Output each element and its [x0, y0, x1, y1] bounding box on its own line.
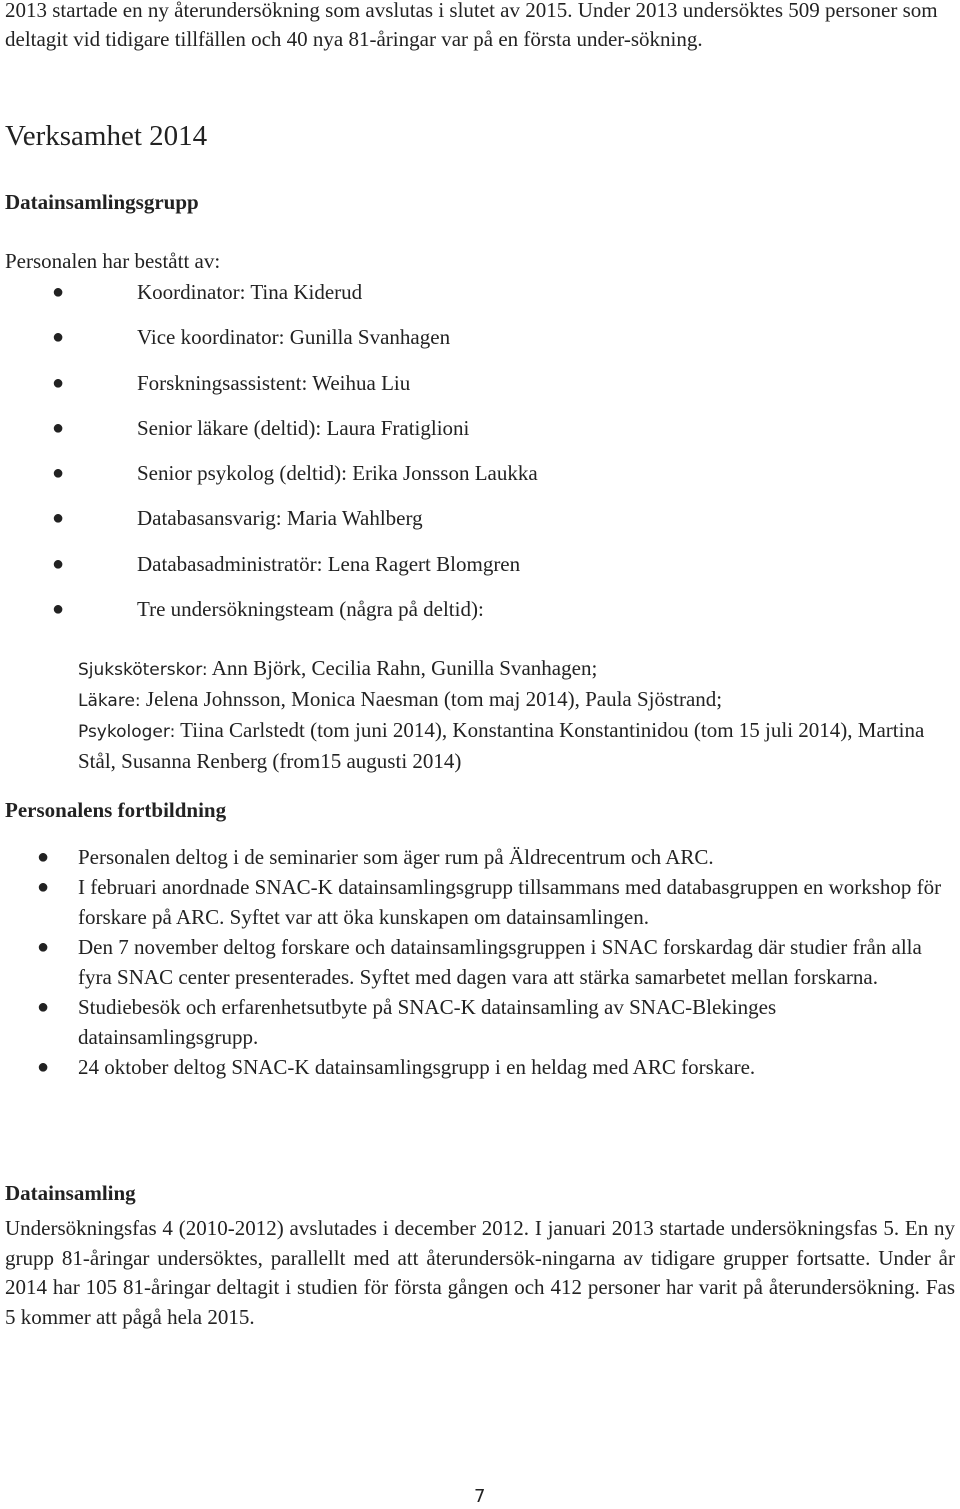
staff-item-text: Tre undersökningsteam (några på deltid): — [137, 597, 484, 622]
training-item — [0, 932, 953, 992]
training-item — [0, 992, 953, 1052]
staff-item-text: Senior psykolog (deltid): Erika Jonsson Laukka — [137, 461, 538, 486]
bullet-icon: ● — [52, 598, 65, 621]
bullet-icon: ● — [52, 416, 65, 439]
training-item — [0, 842, 953, 872]
training-item-text: Personalen deltog i de seminarier som äger rum på Äldrecentrum och ARC. — [78, 845, 714, 869]
staff-item-text: Databasadministratör: Lena Ragert Blomgren — [137, 551, 521, 576]
training-list — [0, 842, 960, 1082]
staff-item-text: Databasansvarig: Maria Wahlberg — [137, 506, 423, 531]
training-item-text: Studiebesök och erfarenhetsutbyte på SNAC-K datainsamling av SNAC-Blekinges datainsamlingsgrupp. — [78, 995, 777, 1049]
training-heading: Personalens fortbildning — [5, 798, 227, 822]
staff-item-text: Vice koordinator: Gunilla Svanhagen — [137, 325, 451, 350]
staff-item-text: Senior läkare (deltid): Laura Fratiglioni — [137, 415, 470, 440]
collection-heading: Datainsamling — [5, 1181, 136, 1205]
nurses-names: Ann Björk, Cecilia Rahn, Gunilla Svanhagen; — [207, 656, 598, 680]
training-item — [0, 872, 953, 932]
training-item — [0, 1052, 953, 1082]
bullet-icon: ● — [37, 846, 50, 868]
staff-item-text: Koordinator: Tina Kiderud — [137, 280, 363, 304]
bullet-icon: ● — [52, 507, 65, 530]
intro-paragraph: 2013 startade en ny återundersökning som avslutas i slutet av 2015. Under 2013 undersöktes 509 personer som deltagit vid tidigare tillfällen och 40 nya 81-åringar var på en första under-sökning. — [5, 0, 938, 51]
doctors-label: Läkare: — [78, 691, 141, 711]
group-heading: Datainsamlingsgrupp — [5, 190, 199, 214]
bullet-icon: ● — [37, 936, 50, 958]
training-item-text: Den 7 november deltog forskare och datainsamlingsgruppen i SNAC forskardag där studier från alla fyra SNAC center presenterades. Syftet med dagen vara att stärka samarbetet mellan forskarna. — [78, 935, 922, 989]
training-item-text: I februari anordnade SNAC-K datainsamlingsgrupp tillsammans med databasgruppen en workshop för forskare på ARC. Syftet var att öka kunskapen om datainsamlingen. — [78, 875, 942, 929]
section-heading: Verksamhet 2014 — [5, 120, 208, 152]
bullet-icon: ● — [52, 281, 65, 303]
doctors-names: Jelena Johnsson, Monica Naesman (tom maj 2014), Paula Sjöstrand; — [140, 687, 723, 711]
training-item-text: 24 oktober deltog SNAC-K datainsamlingsgrupp i en heldag med ARC forskare. — [78, 1055, 756, 1079]
psychologists-label: Psykologer: — [78, 722, 176, 742]
bullet-icon: ● — [52, 371, 65, 394]
teams-paragraph — [78, 654, 953, 776]
bullet-icon: ● — [52, 326, 65, 349]
page-number: 7 — [474, 1486, 486, 1507]
staff-intro: Personalen har bestått av: — [5, 249, 221, 273]
nurses-label: Sjuksköterskor: — [78, 660, 208, 680]
collection-paragraph: Undersökningsfas 4 (2010-2012) avslutades i december 2012. I januari 2013 startade undersökningsfas 5. En ny grupp 81-åringar undersöktes, parallellt med att återundersök-ningarna av tidigare grupper fortsatte. Under år 2014 har 105 81-åringar deltagit i studien för första gången och 412 personer har varit på återundersökning. Fas 5 kommer att pågå hela 2015. — [5, 1216, 955, 1329]
bullet-icon: ● — [37, 876, 50, 898]
bullet-icon: ● — [37, 1056, 50, 1078]
staff-item-text: Forskningsassistent: Weihua Liu — [137, 370, 411, 395]
bullet-icon: ● — [52, 462, 65, 485]
bullet-icon: ● — [37, 996, 50, 1018]
psychologists-names: Tiina Carlstedt (tom juni 2014), Konstantina Konstantinidou (tom 15 juli 2014), Martina Stål, Susanna Renberg (from15 augusti 2014) — [78, 718, 925, 773]
bullet-icon: ● — [52, 552, 65, 575]
